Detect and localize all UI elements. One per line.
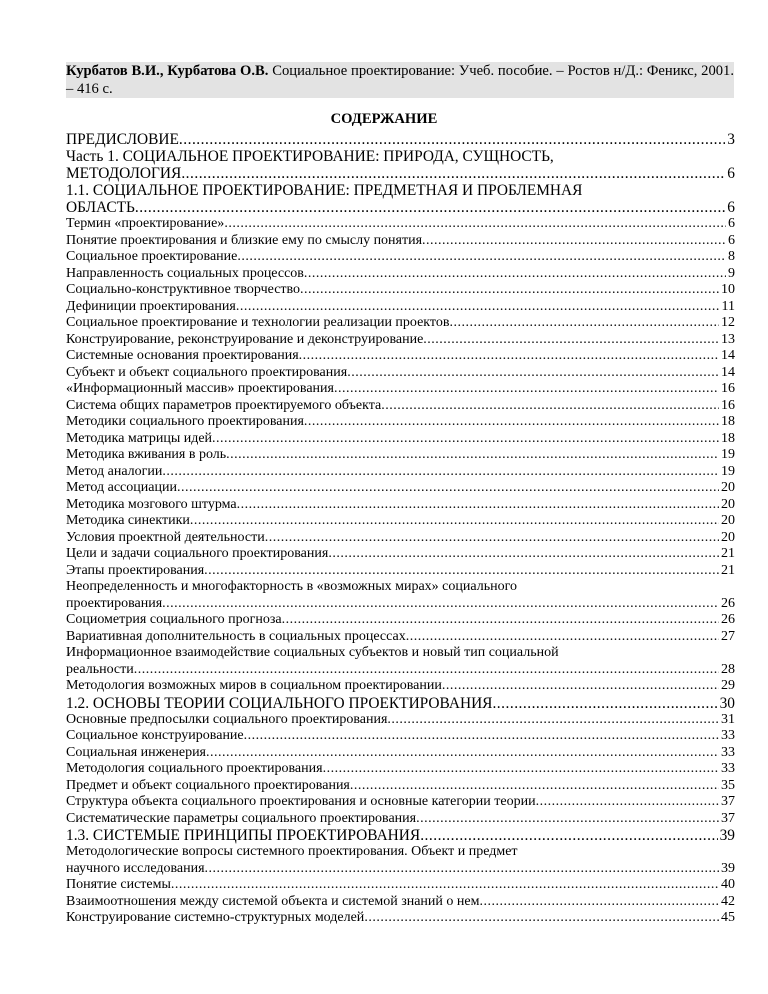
toc-entry-title: Социальное проектирование и технологии реализации проектов — [66, 315, 450, 330]
toc-page-number: 8 — [728, 249, 735, 264]
dot-leader — [237, 497, 719, 514]
toc-page-number: 14 — [721, 348, 735, 363]
toc-entry — [66, 530, 735, 547]
dot-leader — [442, 678, 719, 695]
toc-page-number: 18 — [721, 430, 735, 446]
toc-entry-title: Взаимоотношения между системой объекта и системой знаний о нем — [66, 893, 480, 909]
toc-heading: СОДЕРЖАНИЕ — [330, 111, 438, 127]
toc-entry — [66, 579, 735, 612]
dot-leader — [190, 513, 719, 530]
toc-entry — [66, 414, 735, 431]
toc-page-number: 18 — [721, 414, 735, 429]
toc-entry — [66, 480, 735, 497]
toc-entry-title: Социальная инженерия — [66, 744, 206, 760]
toc-entry-title: Этапы проектирования — [66, 562, 205, 578]
toc-entry-title: Структура объекта социального проектирования и основные категории теории — [66, 794, 536, 809]
toc-page-number: 40 — [721, 877, 735, 892]
dot-leader — [236, 299, 720, 316]
toc-entry-title-line: Информационное взаимодействие социальных субъектов и новый тип социальной — [66, 645, 559, 660]
toc-entry — [66, 332, 735, 349]
toc-entry — [66, 877, 735, 894]
toc-page-number: 28 — [721, 661, 735, 677]
dot-leader — [134, 662, 719, 679]
toc-page-number: 39 — [721, 860, 735, 876]
toc-page-number: 20 — [721, 513, 735, 528]
dot-leader — [226, 447, 719, 464]
toc-entry-title: Условия проектной деятельности — [66, 529, 265, 545]
dot-leader — [304, 266, 726, 283]
dot-leader — [416, 811, 719, 828]
toc-entry-title: Метод аналогии — [66, 463, 163, 479]
toc-entry-title: Социально-конструктивное творчество — [66, 282, 301, 297]
dot-leader — [422, 233, 726, 250]
toc-page-number: 26 — [721, 595, 735, 611]
citation-details: Социальное проектирование: Учеб. пособие. – Ростов н/Д.: Феникс, 2001. – 416 с. — [66, 63, 734, 97]
toc-entry-title: 1.3. СИСТЕМЫЕ ПРИНЦИПЫ ПРОЕКТИРОВАНИЯ — [66, 827, 421, 844]
toc-entry — [66, 348, 735, 365]
toc-entry-title: Социальное проектирование — [66, 249, 238, 264]
dot-leader — [224, 216, 726, 233]
toc-entry — [66, 315, 735, 332]
toc-page-number: 11 — [721, 298, 735, 314]
toc-entry — [66, 612, 735, 629]
dot-leader — [364, 910, 719, 927]
toc-entry-title: Конструирование системно-структурных моделей — [66, 910, 365, 925]
dot-leader — [350, 778, 719, 795]
toc-entry — [66, 282, 735, 299]
toc-entry — [66, 182, 735, 216]
toc-page-number: 13 — [721, 331, 735, 347]
toc-entry-title: Методика синектики — [66, 513, 190, 528]
toc-entry — [66, 233, 735, 250]
dot-leader — [162, 596, 719, 613]
toc-page-number: 19 — [721, 447, 735, 462]
dot-leader — [304, 414, 719, 431]
dot-leader — [206, 745, 719, 762]
bibliographic-citation — [66, 62, 734, 98]
toc-entry-title: «Информационный массив» проектирования — [66, 381, 334, 396]
toc-entry-title-line: 1.1. СОЦИАЛЬНОЕ ПРОЕКТИРОВАНИЕ: ПРЕДМЕТНАЯ И ПРОБЛЕМНАЯ — [66, 182, 583, 199]
toc-page-number: 21 — [721, 546, 735, 561]
toc-page-number: 37 — [721, 794, 735, 809]
toc-entry — [66, 645, 735, 678]
dot-leader — [162, 464, 719, 481]
toc-entry-title: Предмет и объект социального проектирования — [66, 777, 350, 793]
toc-entry-title: Методика мозгового штурма — [66, 496, 237, 512]
dot-leader — [135, 199, 725, 216]
toc-page-number: 20 — [721, 496, 735, 512]
toc-entry-title: Вариативная дополнительность в социальных процессах — [66, 628, 406, 644]
toc-page-number: 31 — [721, 711, 735, 727]
toc-entry — [66, 844, 735, 877]
toc-entry-title: Дефиниции проектирования — [66, 298, 236, 314]
toc-page-number: 21 — [721, 562, 735, 578]
toc-entry — [66, 728, 735, 745]
toc-entry-title-line: Часть 1. СОЦИАЛЬНОЕ ПРОЕКТИРОВАНИЕ: ПРИРОДА, СУЩНОСТЬ, — [66, 148, 554, 165]
citation-authors: Курбатов В.И., Курбатова О.В. — [66, 63, 269, 79]
toc-entry — [66, 745, 735, 762]
toc-page-number: 30 — [719, 694, 735, 712]
toc-page-number: 39 — [719, 827, 735, 844]
toc-page-number: 6 — [728, 216, 735, 231]
toc-entry-title: Методология возможных миров в социальном проектировании — [66, 678, 442, 693]
toc-entry — [66, 811, 735, 828]
toc-entry — [66, 497, 735, 514]
toc-entry-title: Основные предпосылки социального проектирования — [66, 711, 388, 727]
toc-entry-title: Методика вживания в роль — [66, 447, 227, 462]
toc-entry-title: ОБЛАСТЬ — [66, 199, 135, 216]
toc-page-number: 42 — [721, 893, 735, 909]
toc-page-number: 10 — [721, 282, 735, 297]
toc-entry — [66, 629, 735, 646]
toc-entry — [66, 266, 735, 283]
toc-entry — [66, 546, 735, 563]
toc-entry-title: Социометрия социального прогноза — [66, 612, 282, 627]
dot-leader — [479, 894, 719, 911]
dot-leader — [177, 480, 719, 497]
toc-entry — [66, 464, 735, 481]
toc-page-number: 16 — [721, 397, 735, 413]
toc-entry-title: Направленность социальных процессов — [66, 265, 304, 281]
toc-page-number: 20 — [721, 480, 735, 495]
toc-entry-title: Цели и задачи социального проектирования — [66, 546, 329, 561]
toc-entry — [66, 513, 735, 530]
toc-entry — [66, 894, 735, 911]
dot-leader — [347, 365, 719, 382]
toc-entry-title: реальности — [66, 661, 134, 677]
toc-entry — [66, 431, 735, 448]
dot-leader — [265, 530, 719, 547]
toc-entry-title: Система общих параметров проектируемого объекта — [66, 397, 382, 413]
toc-entry-title-line: Неопределенность и многофакторность в «возможных мирах» социального — [66, 579, 517, 594]
dot-leader — [420, 827, 717, 844]
toc-entry — [66, 761, 735, 778]
toc-entry-title: МЕТОДОЛОГИЯ — [66, 165, 182, 182]
table-of-contents — [66, 131, 735, 927]
toc-entry — [66, 563, 735, 580]
dot-leader — [406, 629, 719, 646]
toc-page-number: 26 — [721, 612, 735, 627]
toc-page-number: 3 — [727, 131, 735, 148]
toc-page-number: 27 — [721, 628, 735, 644]
dot-leader — [237, 249, 726, 266]
toc-entry — [66, 794, 735, 811]
dot-leader — [492, 695, 717, 712]
toc-entry-title: Понятие проектирования и близкие ему по смыслу понятия — [66, 232, 423, 248]
dot-leader — [244, 728, 719, 745]
toc-page-number: 12 — [721, 315, 735, 330]
toc-entry-title: Методика матрицы идей — [66, 430, 213, 446]
dot-leader — [282, 612, 719, 629]
dot-leader — [300, 282, 719, 299]
toc-entry — [66, 778, 735, 795]
toc-entry — [66, 299, 735, 316]
toc-entry-title: Методология социального проектирования — [66, 761, 323, 776]
toc-entry — [66, 216, 735, 233]
toc-entry-title: Системные основания проектирования — [66, 348, 299, 363]
toc-entry-title: Социальное конструирование — [66, 728, 244, 743]
toc-entry — [66, 678, 735, 695]
toc-entry-title: Субъект и объект социального проектирования — [66, 364, 348, 380]
toc-entry — [66, 827, 735, 844]
toc-entry — [66, 712, 735, 729]
toc-page-number: 6 — [728, 232, 735, 248]
dot-leader — [205, 861, 719, 878]
toc-entry-title: Термин «проектирование» — [66, 216, 225, 231]
dot-leader — [179, 131, 725, 148]
toc-page-number: 6 — [727, 165, 735, 182]
toc-page-number: 35 — [721, 777, 735, 793]
toc-entry-title: ПРЕДИСЛОВИЕ — [66, 131, 179, 148]
toc-entry — [66, 695, 735, 712]
toc-entry-title: 1.2. ОСНОВЫ ТЕОРИИ СОЦИАЛЬНОГО ПРОЕКТИРОВАНИЯ — [66, 694, 493, 712]
toc-page-number: 6 — [727, 199, 735, 216]
toc-entry-title-line: Методологические вопросы системного проектирования. Объект и предмет — [66, 844, 518, 859]
toc-entry-title: Метод ассоциации — [66, 480, 177, 495]
toc-entry-title: Систематические параметры социального проектирования — [66, 810, 417, 826]
dot-leader — [423, 332, 719, 349]
dot-leader — [204, 563, 719, 580]
toc-entry-title: проектирования — [66, 595, 163, 611]
toc-page-number: 33 — [721, 761, 735, 776]
toc-entry-title: научного исследования — [66, 860, 205, 876]
dot-leader — [387, 712, 719, 729]
toc-entry — [66, 249, 735, 266]
toc-entry-title: Конструирование, реконструирование и деконструирование — [66, 331, 424, 347]
dot-leader — [536, 794, 719, 811]
toc-page-number: 9 — [728, 265, 735, 281]
toc-entry — [66, 910, 735, 927]
toc-page-number: 45 — [721, 910, 735, 925]
toc-page-number: 33 — [721, 728, 735, 743]
toc-entry — [66, 131, 735, 148]
toc-entry — [66, 365, 735, 382]
toc-entry-title: Понятие системы — [66, 877, 171, 892]
toc-page-number: 33 — [721, 744, 735, 760]
toc-entry — [66, 148, 735, 182]
dot-leader — [299, 348, 719, 365]
toc-page-number: 16 — [721, 381, 735, 396]
dot-leader — [334, 381, 719, 398]
dot-leader — [212, 431, 719, 448]
toc-page-number: 14 — [721, 364, 735, 380]
dot-leader — [449, 315, 719, 332]
toc-entry — [66, 381, 735, 398]
toc-page-number: 20 — [721, 529, 735, 545]
toc-entry-title: Методики социального проектирования — [66, 414, 304, 429]
dot-leader — [171, 877, 719, 894]
toc-page-number: 37 — [721, 810, 735, 826]
toc-page-number: 19 — [721, 463, 735, 479]
dot-leader — [381, 398, 719, 415]
dot-leader — [323, 761, 719, 778]
toc-entry — [66, 447, 735, 464]
dot-leader — [328, 546, 719, 563]
dot-leader — [181, 165, 725, 182]
toc-page-number: 29 — [721, 678, 735, 693]
toc-entry — [66, 398, 735, 415]
